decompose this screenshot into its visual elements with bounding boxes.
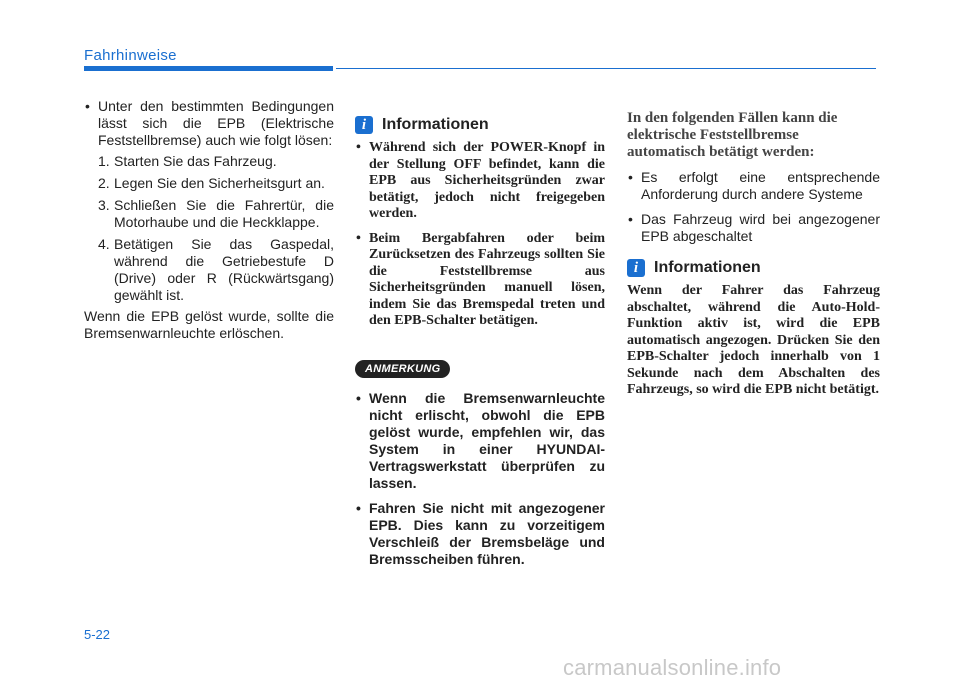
- info-title: Informationen: [382, 116, 489, 133]
- steps-list: [98, 153, 334, 304]
- info-icon: i: [355, 116, 373, 134]
- info-paragraph: Wenn der Fahrer das Fahrzeug abschaltet, während die Auto-Hold-Funktion aktiv ist, wird die EPB automatisch angezogen. Drücken Sie den EPB-Schalter jedoch innerhalb von 1 Sekunde nach dem Abschalten des Fahrzeugs, so wird die EPB nicht betätigt.: [627, 283, 880, 397]
- info-list: [355, 140, 605, 330]
- info-header: [627, 259, 880, 277]
- step-number: 4.: [98, 236, 110, 252]
- bullet-text: Unter den bestimmten Bedingungen lässt sich die EPB (Elektrische Feststellbremse) auch wie folgt lösen:: [98, 98, 334, 148]
- step-number: 1.: [98, 153, 110, 169]
- note-badge: ANMERKUNG: [355, 360, 450, 378]
- column-left: [84, 98, 334, 342]
- list-item: • Während sich der POWER-Knopf in der Stellung OFF befindet, kann die EPB aus Sicherheitsgründen zwar betätigt, jedoch nicht freigegeben werden.: [355, 140, 605, 223]
- step-text: Legen Sie den Sicherheitsgurt an.: [114, 175, 325, 191]
- list-item: • Es erfolgt eine entsprechende Anforderung durch andere Systeme: [627, 169, 880, 203]
- step-number: 3.: [98, 197, 110, 213]
- header-rule-thick: [84, 66, 333, 71]
- info-title: Informationen: [654, 259, 761, 276]
- step-number: 2.: [98, 175, 110, 191]
- step-item: [98, 175, 334, 192]
- step-item: [98, 197, 334, 231]
- list-item: [84, 98, 334, 304]
- step-item: [98, 236, 334, 304]
- column-middle: [355, 116, 605, 576]
- list-item: • Fahren Sie nicht mit angezogener EPB. Dies kann zu vorzeitigem Verschleiß der Bremsbeläge und Bremsscheiben führen.: [355, 500, 605, 568]
- list-item: • Beim Bergabfahren oder beim Zurücksetzen des Fahrzeugs sollten Sie die Feststellbremse aus Sicherheitsgründen manuell lösen, indem Sie das Bremspedal treten und den EPB-Schalter betätigen.: [355, 231, 605, 330]
- header-rule-thin: [336, 68, 876, 69]
- list-item: • Wenn die Bremsenwarnleuchte nicht erlischt, obwohl die EPB gelöst wurde, empfehlen wir, das System in einer HYUNDAI-Vertragswerkstatt überprüfen zu lassen.: [355, 390, 605, 492]
- info-icon: i: [627, 259, 645, 277]
- page-number: 5-22: [84, 627, 111, 642]
- list-item: • Das Fahrzeug wird bei angezogener EPB abgeschaltet: [627, 211, 880, 245]
- note-list: [355, 390, 605, 568]
- closing-paragraph: Wenn die EPB gelöst wurde, sollte die Bremsenwarnleuchte erlöschen.: [84, 308, 334, 341]
- section-title: Fahrhinweise: [84, 47, 177, 64]
- subheading: In den folgenden Fällen kann die elektrische Feststellbremse automatisch betätigt werden:: [627, 110, 838, 160]
- conditions-list: [627, 169, 880, 245]
- step-item: [98, 153, 334, 170]
- info-header: [355, 116, 605, 134]
- watermark: carmanualsonline.info: [563, 655, 782, 680]
- step-text: Schließen Sie die Fahrertür, die Motorhaube und die Heckklappe.: [114, 197, 334, 230]
- bullet-list: [84, 98, 334, 304]
- step-text: Starten Sie das Fahrzeug.: [114, 153, 277, 169]
- step-text: Betätigen Sie das Gaspedal, während die Getriebestufe D (Drive) oder R (Rückwärtsgang) gewählt ist.: [114, 236, 334, 303]
- column-right: [627, 98, 880, 399]
